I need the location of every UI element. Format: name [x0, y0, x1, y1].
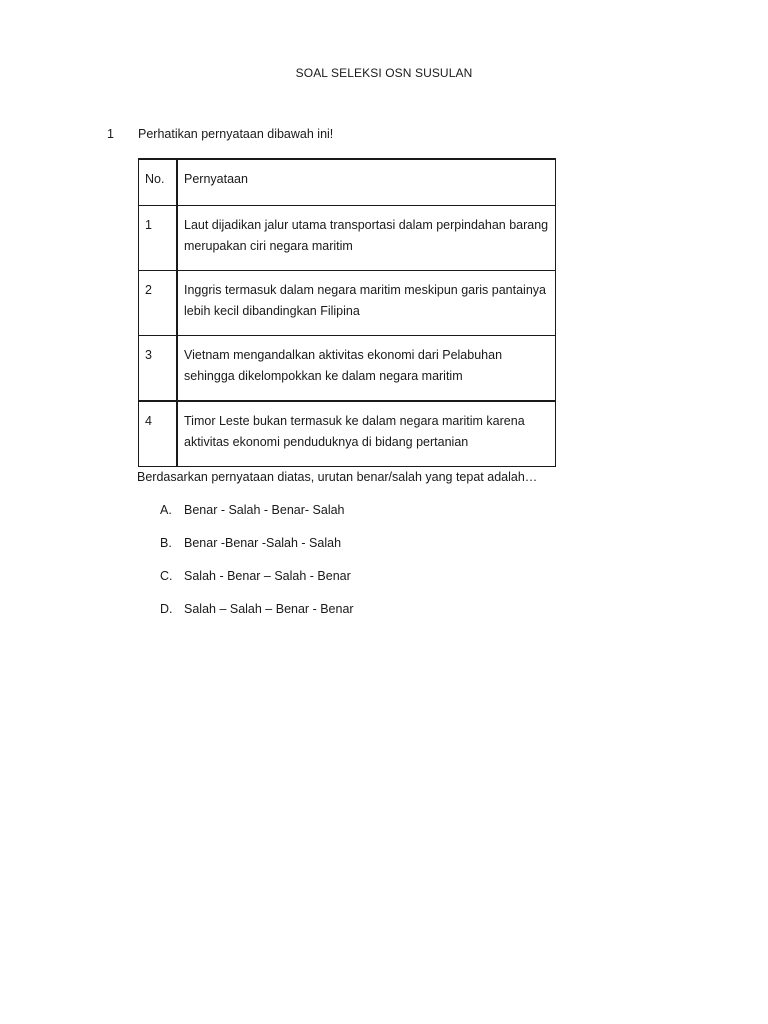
option-letter: C.: [160, 569, 173, 583]
option-text: Salah – Salah – Benar - Benar: [184, 602, 354, 616]
row-statement: Timor Leste bukan termasuk ke dalam negara maritim karena aktivitas ekonomi penduduknya di bidang pertanian: [177, 401, 556, 467]
header-statement: Pernyataan: [177, 159, 556, 206]
option-d[interactable]: [160, 602, 354, 635]
row-number: 3: [139, 336, 178, 402]
option-b[interactable]: [160, 536, 354, 569]
table-row: [139, 271, 556, 336]
option-letter: D.: [160, 602, 173, 616]
row-statement: Inggris termasuk dalam negara maritim meskipun garis pantainya lebih kecil dibandingkan Filipina: [177, 271, 556, 336]
option-text: Benar - Salah - Benar- Salah: [184, 503, 345, 517]
row-number: 2: [139, 271, 178, 336]
option-letter: A.: [160, 503, 172, 517]
option-letter: B.: [160, 536, 172, 550]
option-a[interactable]: [160, 503, 354, 536]
table-row: [139, 401, 556, 467]
option-c[interactable]: [160, 569, 354, 602]
row-number: 1: [139, 206, 178, 271]
row-number: 4: [139, 401, 178, 467]
option-text: Salah - Benar – Salah - Benar: [184, 569, 351, 583]
row-statement: Laut dijadikan jalur utama transportasi dalam perpindahan barang merupakan ciri negara maritim: [177, 206, 556, 271]
table-row: [139, 336, 556, 402]
page-title: SOAL SELEKSI OSN SUSULAN: [295, 66, 473, 80]
question-number: 1: [107, 127, 114, 141]
row-statement: Vietnam mengandalkan aktivitas ekonomi dari Pelabuhan sehingga dikelompokkan ke dalam negara maritim: [177, 336, 556, 402]
header-no: No.: [139, 159, 178, 206]
table-header-row: [139, 159, 556, 206]
option-text: Benar -Benar -Salah - Salah: [184, 536, 342, 550]
question-follow-up: Berdasarkan pernyataan diatas, urutan benar/salah yang tepat adalah…: [137, 470, 538, 484]
question-prompt: Perhatikan pernyataan dibawah ini!: [138, 127, 334, 141]
answer-options: [160, 503, 354, 635]
table-row: [139, 206, 556, 271]
statement-table: [138, 158, 556, 467]
